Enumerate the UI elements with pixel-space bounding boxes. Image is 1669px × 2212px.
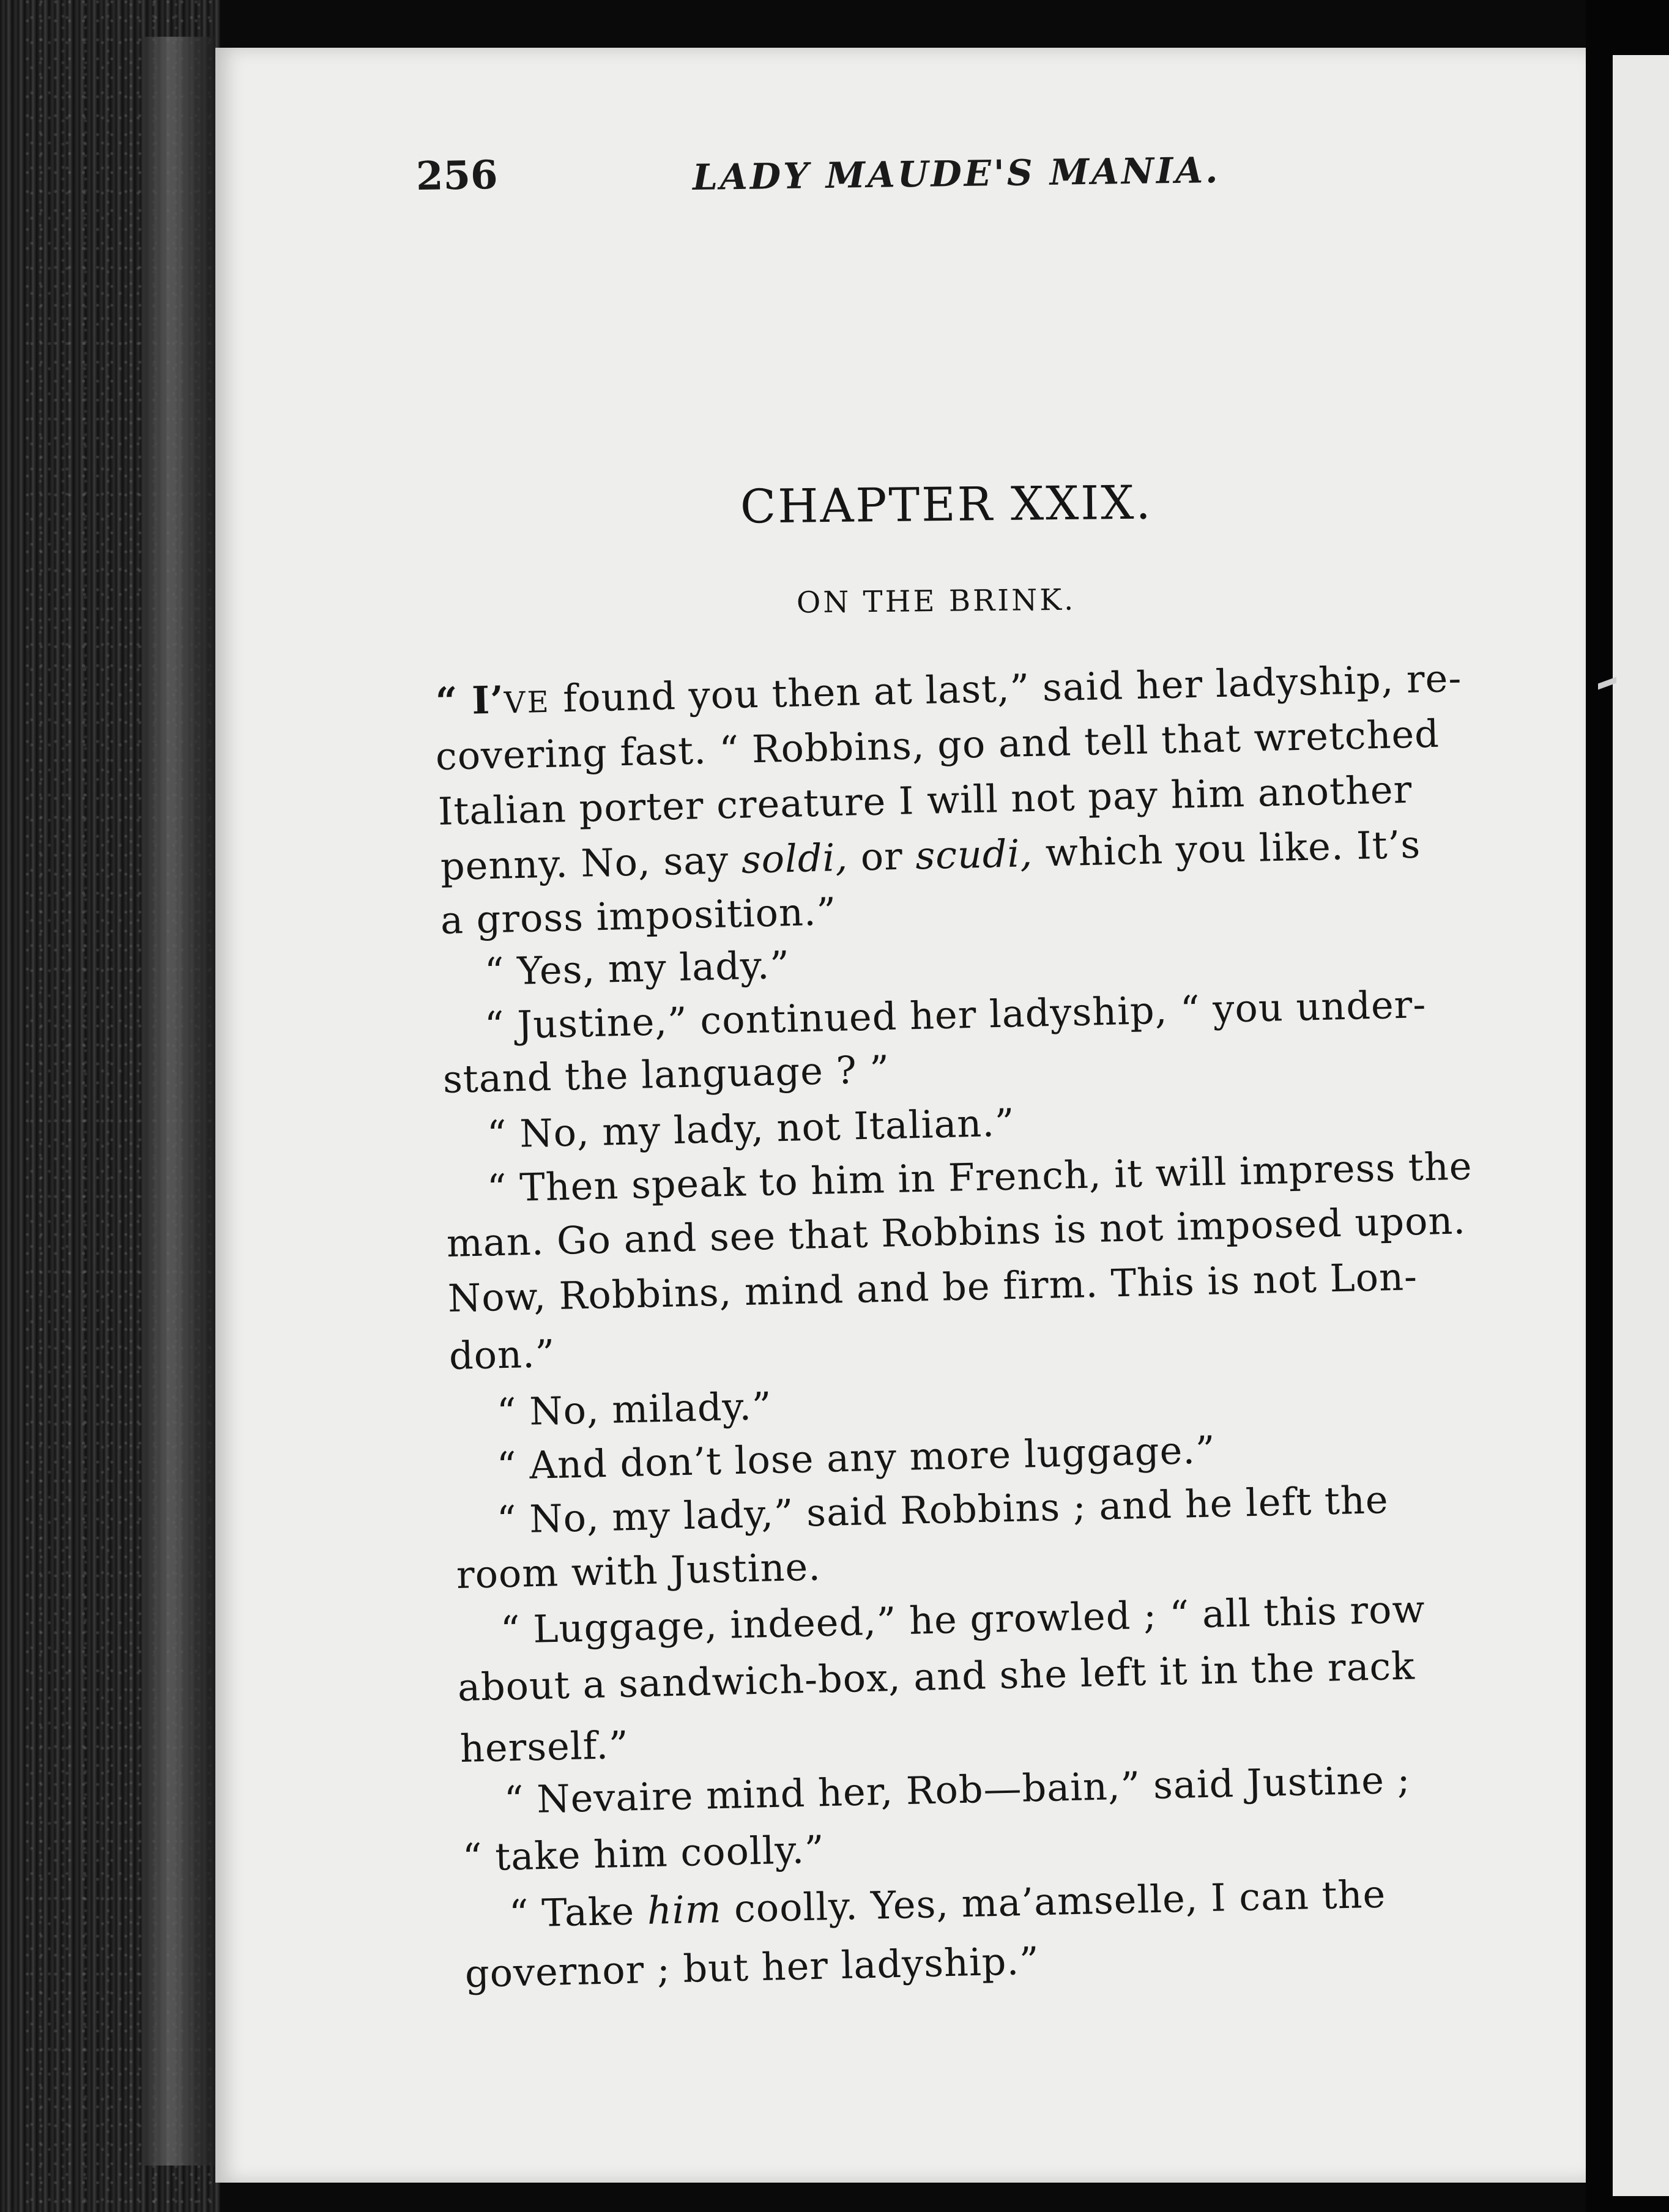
text-line: “ No, milady.” [496, 1383, 773, 1434]
text-line: “ No, my lady, not Italian.” [486, 1100, 1016, 1157]
chapter-subtitle: ON THE BRINK. [796, 582, 1076, 620]
text-line: room with Justine. [456, 1544, 822, 1597]
text-line: “ And don’t lose any more luggage.” [496, 1427, 1216, 1488]
text-line: Italian porter creature I will not pay him another [437, 766, 1413, 834]
text-line: “ Yes, my lady.” [484, 942, 790, 994]
text-line: governor ; but her ladyship.” [464, 1938, 1040, 1996]
text-line: a gross imposition.” [440, 889, 838, 943]
text-line: about a sandwich-box, and she left it in the rack [457, 1643, 1416, 1710]
text-line: stand the language ? ” [442, 1047, 890, 1102]
page-number: 256 [415, 152, 499, 200]
text-line: “ take him coolly.” [462, 1827, 825, 1880]
text-line: “ Luggage, indeed,” he growled ; “ all this row [500, 1586, 1426, 1652]
text-line: covering fast. “ Robbins, go and tell that wretched [435, 711, 1440, 779]
chapter-title: CHAPTER XXIX. [740, 475, 1153, 534]
text-line: herself.” [459, 1722, 630, 1771]
text-line: “ No, my lady,” said Robbins ; and he left the [496, 1477, 1389, 1542]
text-line: Now, Robbins, mind and be firm. This is not Lon- [447, 1254, 1418, 1321]
text-line: “ Take him coolly. Yes, ma’amselle, I can the [508, 1871, 1386, 1936]
text-line: “ Nevaire mind her, Rob—bain,” said Justine ; [504, 1757, 1411, 1822]
text-line: penny. No, say soldi, or scudi, which you like. It’s [440, 822, 1421, 889]
text-line: don.” [448, 1331, 556, 1378]
text-line: “ Justine,” continued her ladyship, “ you under- [484, 982, 1427, 1048]
text-line: “ I’VE found you then at last,” said her ladyship, re- [435, 655, 1463, 724]
text-line: “ Then speak to him in French, it will impress the [486, 1143, 1473, 1211]
running-title: LADY MAUDE'S MANIA. [692, 149, 1221, 199]
text-line: man. Go and see that Robbins is not imposed upon. [446, 1198, 1466, 1266]
